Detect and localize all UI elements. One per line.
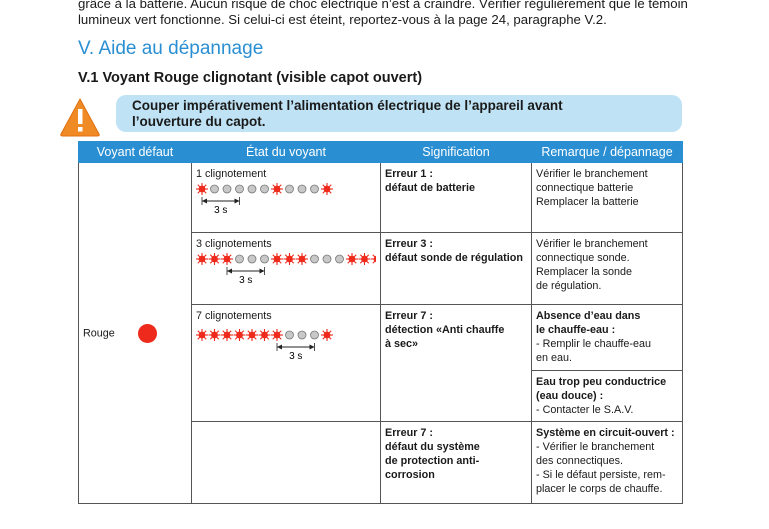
- interval-arrow: [277, 343, 315, 351]
- blink-off-icon: [286, 185, 294, 193]
- blink-on-icon: [271, 253, 283, 265]
- blink-on-icon: [359, 253, 371, 265]
- interval-label: 3 s: [289, 351, 303, 362]
- blink-on-icon: [221, 253, 233, 265]
- remarque-cell: [532, 305, 683, 371]
- etat-cell: [192, 163, 381, 233]
- blink-on-icon: [221, 329, 233, 341]
- blink-on-icon: [321, 183, 333, 195]
- etat-cell-empty: [192, 422, 381, 504]
- interval-arrow: [202, 197, 240, 205]
- blink-off-icon: [261, 185, 269, 193]
- error-code: Erreur 7 :: [385, 310, 434, 322]
- header-etat: État du voyant: [192, 142, 381, 163]
- signification-cell: [381, 163, 532, 233]
- interval-label: 3 s: [239, 275, 253, 286]
- blink-on-icon: [271, 329, 283, 341]
- remark-line: des connectiques.: [536, 455, 624, 467]
- error-code: Erreur 7 :: [385, 427, 434, 439]
- blink-on-icon: [284, 253, 296, 265]
- remark-line: - Contacter le S.A.V.: [536, 404, 634, 416]
- blink-count-label: 7 clignotements: [196, 310, 272, 322]
- remark-line: Remplacer la batterie: [536, 196, 639, 208]
- intro-paragraph: [78, 0, 698, 28]
- etat-cell: [192, 305, 381, 422]
- remarque-cell: [532, 422, 683, 504]
- blink-off-icon: [248, 255, 256, 263]
- blink-off-icon: [311, 255, 319, 263]
- remark-line: de régulation.: [536, 280, 602, 292]
- blink-on-icon: [196, 253, 208, 265]
- error-code: Erreur 3 :: [385, 238, 434, 250]
- remark-line: Vérifier le branchement: [536, 238, 648, 250]
- error-description: défaut de batterie: [385, 182, 475, 194]
- blink-sequence: [196, 251, 376, 289]
- blink-sequence: [196, 327, 376, 365]
- blink-on-icon: [371, 253, 376, 265]
- blink-on-icon: [259, 329, 271, 341]
- table-row: [79, 163, 683, 233]
- blink-off-icon: [211, 185, 219, 193]
- warning-line: l’ouverture du capot.: [132, 113, 266, 129]
- error-code: Erreur 1 :: [385, 168, 434, 180]
- subsection-title: V.1 Voyant Rouge clignotant (visible capot ouvert): [78, 70, 423, 86]
- remarque-cell: [532, 163, 683, 233]
- remark-title: Absence d’eau dans: [536, 310, 641, 322]
- blink-off-icon: [298, 331, 306, 339]
- error-description: défaut sonde de régulation: [385, 252, 523, 264]
- blink-on-icon: [246, 329, 258, 341]
- warning-triangle-icon: [59, 97, 101, 137]
- blink-off-icon: [286, 331, 294, 339]
- remarque-cell: [532, 233, 683, 305]
- signification-cell: [381, 305, 532, 422]
- remark-title: Eau trop peu conductrice: [536, 376, 667, 388]
- header-remarque: Remarque / dépannage: [532, 142, 683, 163]
- blink-count-label: 1 clignotement: [196, 168, 267, 180]
- blink-off-icon: [311, 331, 319, 339]
- error-description: à sec»: [385, 338, 419, 350]
- remark-line: connectique sonde.: [536, 252, 630, 264]
- error-description: défaut du système: [385, 441, 480, 453]
- table-header-row: [79, 142, 683, 163]
- remark-line: - Remplir le chauffe-eau: [536, 338, 652, 350]
- blink-count-label: 3 clignotements: [196, 238, 272, 250]
- remark-title: (eau douce) :: [536, 390, 604, 402]
- blink-on-icon: [234, 329, 246, 341]
- blink-off-icon: [248, 185, 256, 193]
- blink-on-icon: [346, 253, 358, 265]
- blink-on-icon: [209, 329, 221, 341]
- remark-title: le chauffe-eau :: [536, 324, 616, 336]
- blink-sequence: [196, 181, 376, 219]
- blink-sequence-svg: [196, 251, 376, 289]
- warning-line: Couper impérativement l’alimentation électrique de l’appareil avant: [132, 98, 563, 113]
- section-title: V. Aide au dépannage: [78, 38, 264, 59]
- etat-cell: [192, 233, 381, 305]
- voyant-cell: [79, 163, 192, 504]
- blink-sequence-svg: [196, 327, 376, 365]
- blink-on-icon: [321, 329, 333, 341]
- remark-line: en eau.: [536, 352, 573, 364]
- signification-cell: [381, 233, 532, 305]
- blink-off-icon: [336, 255, 344, 263]
- red-light-icon: [138, 324, 157, 343]
- intro-line: grâce à la batterie. Aucun risque de choc électrique n’est à craindre. Vérifier régulièrement que le témoin: [78, 0, 688, 11]
- remark-line: connectique batterie: [536, 182, 634, 194]
- remarque-cell: [532, 371, 683, 422]
- error-description: détection «Anti chauffe: [385, 324, 505, 336]
- blink-on-icon: [296, 253, 308, 265]
- blink-on-icon: [209, 253, 221, 265]
- remark-line: Vérifier le branchement: [536, 168, 648, 180]
- remark-line: - Si le défaut persiste, rem-: [536, 469, 666, 481]
- warning-text: [132, 98, 672, 129]
- remark-line: - Vérifier le branchement: [536, 441, 655, 453]
- blink-on-icon: [196, 183, 208, 195]
- blink-off-icon: [236, 185, 244, 193]
- header-signification: Signification: [381, 142, 532, 163]
- header-voyant: Voyant défaut: [79, 142, 192, 163]
- blink-off-icon: [261, 255, 269, 263]
- remark-title: Système en circuit-ouvert :: [536, 427, 675, 439]
- blink-off-icon: [323, 255, 331, 263]
- remark-line: Remplacer la sonde: [536, 266, 633, 278]
- signification-cell: [381, 422, 532, 504]
- troubleshooting-table: [78, 141, 683, 504]
- blink-off-icon: [298, 185, 306, 193]
- blink-on-icon: [271, 183, 283, 195]
- blink-on-icon: [196, 329, 208, 341]
- blink-off-icon: [223, 185, 231, 193]
- interval-arrow: [227, 267, 265, 275]
- error-description: de protection anti-corrosion: [385, 455, 480, 481]
- blink-off-icon: [311, 185, 319, 193]
- blink-sequence-svg: [196, 181, 376, 219]
- intro-line: lumineux vert fonctionne. Si celui-ci est éteint, reportez-vous à la page 24, paragraphe V.2.: [78, 12, 607, 27]
- interval-label: 3 s: [214, 205, 228, 216]
- blink-off-icon: [236, 255, 244, 263]
- voyant-label: Rouge: [83, 326, 115, 339]
- remark-line: placer le corps de chauffe.: [536, 483, 663, 495]
